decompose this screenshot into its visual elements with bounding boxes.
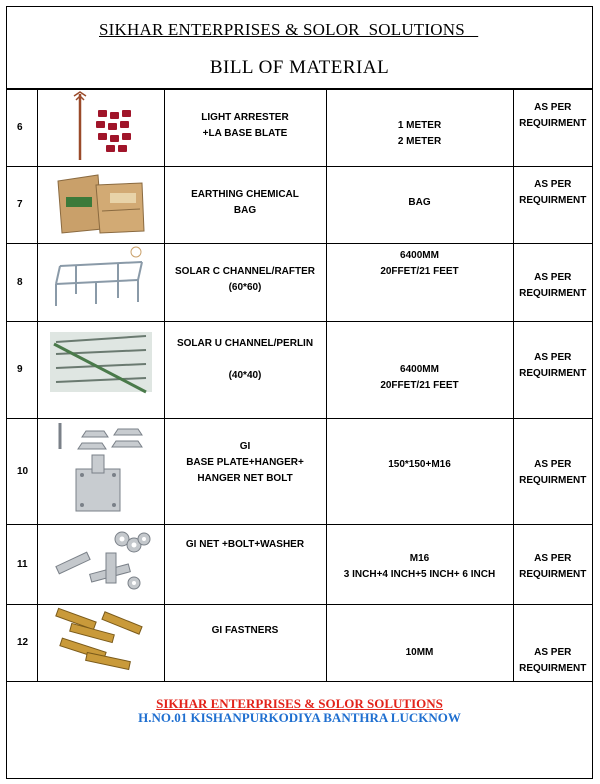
item-description: GI FASTNERS xyxy=(164,605,326,682)
solar-structure-icon xyxy=(46,244,156,314)
item-quantity: AS PER REQUIRMENT xyxy=(513,525,592,605)
bill-of-material-table xyxy=(7,89,592,682)
item-number: 12 xyxy=(7,605,37,682)
table-row xyxy=(7,419,592,525)
item-number: 7 xyxy=(7,167,37,244)
bolt-washer-icon xyxy=(46,525,156,597)
item-image xyxy=(37,605,164,682)
item-quantity: AS PER REQUIRMENT xyxy=(513,90,592,167)
item-specification: BAG xyxy=(326,167,513,244)
item-specification: M16 3 INCH+4 INCH+5 INCH+ 6 INCH xyxy=(326,525,513,605)
item-quantity: AS PER REQUIRMENT xyxy=(513,244,592,322)
item-specification: 150*150+M16 xyxy=(326,419,513,525)
item-number: 8 xyxy=(7,244,37,322)
table-row xyxy=(7,322,592,419)
table-row xyxy=(7,90,592,167)
item-specification: 10MM xyxy=(326,605,513,682)
item-image xyxy=(37,90,164,167)
item-description: GI NET +BOLT+WASHER xyxy=(164,525,326,605)
item-image xyxy=(37,244,164,322)
item-description: SOLAR U CHANNEL/PERLIN (40*40) xyxy=(164,322,326,419)
item-quantity: AS PER REQUIRMENT xyxy=(513,419,592,525)
footer-address: H.NO.01 KISHANPURKODIYA BANTHRA LUCKNOW xyxy=(138,710,461,725)
table-row xyxy=(7,167,592,244)
item-quantity: AS PER REQUIRMENT xyxy=(513,605,592,682)
table-row xyxy=(7,244,592,322)
company-name: SIKHAR ENTERPRISES & SOLOR SOLUTIONS xyxy=(99,20,479,39)
item-image xyxy=(37,419,164,525)
item-description: EARTHING CHEMICAL BAG xyxy=(164,167,326,244)
item-number: 11 xyxy=(7,525,37,605)
item-quantity: AS PER REQUIRMENT xyxy=(513,167,592,244)
document-title: BILL OF MATERIAL xyxy=(209,57,390,78)
table-row xyxy=(7,605,592,682)
item-number: 9 xyxy=(7,322,37,419)
item-description: GI BASE PLATE+HANGER+ HANGER NET BOLT xyxy=(164,419,326,525)
u-channel-icon xyxy=(46,322,156,412)
document-page xyxy=(6,6,593,779)
chemical-bag-icon xyxy=(46,167,156,239)
document-footer xyxy=(7,697,592,725)
item-specification: 1 METER 2 METER xyxy=(326,90,513,167)
anchor-fastener-icon xyxy=(46,605,156,677)
item-description: SOLAR C CHANNEL/RAFTER (60*60) xyxy=(164,244,326,322)
item-image xyxy=(37,525,164,605)
footer-company-name: SIKHAR ENTERPRISES & SOLOR SOLUTIONS xyxy=(156,696,443,711)
item-image xyxy=(37,167,164,244)
document-header xyxy=(7,7,592,89)
base-plate-icon xyxy=(46,419,156,519)
item-number: 10 xyxy=(7,419,37,525)
item-specification: 6400MM 20FFET/21 FEET xyxy=(326,322,513,419)
item-image xyxy=(37,322,164,419)
table-row xyxy=(7,525,592,605)
lightning-arrester-icon xyxy=(46,90,156,162)
item-specification: 6400MM 20FFET/21 FEET xyxy=(326,244,513,322)
item-quantity: AS PER REQUIRMENT xyxy=(513,322,592,419)
item-number: 6 xyxy=(7,90,37,167)
item-description: LIGHT ARRESTER +LA BASE BLATE xyxy=(164,90,326,167)
